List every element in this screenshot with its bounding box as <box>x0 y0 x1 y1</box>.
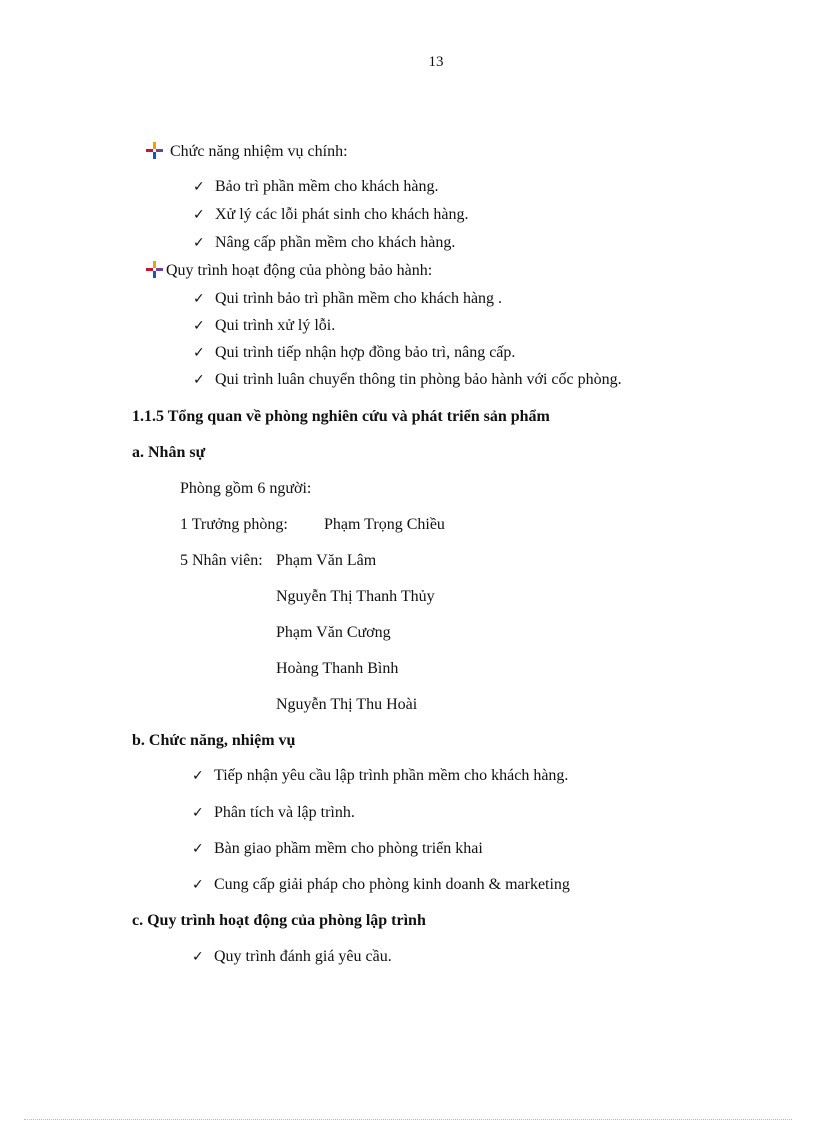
check-icon: ✓ <box>193 235 205 251</box>
four-arrow-bullet-icon <box>146 261 162 277</box>
list-item-text: Bàn giao phầm mềm cho phòng triển khai <box>214 840 483 857</box>
list-item-text: Qui trình bảo trì phần mềm cho khách hàng . <box>215 290 503 307</box>
section-heading-a: a. Nhân sự <box>132 444 206 461</box>
list-item <box>193 233 455 253</box>
functions-header-line <box>146 142 348 162</box>
page-number: 13 <box>428 54 444 70</box>
list-item <box>193 289 502 309</box>
check-icon: ✓ <box>192 877 204 893</box>
functions-header: Chức năng nhiệm vụ chính: <box>170 143 348 160</box>
list-item-text: Quy trình đánh giá yêu cầu. <box>214 948 392 965</box>
process-header-line <box>146 261 432 281</box>
process-header: Quy trình hoạt động của phòng bảo hành: <box>166 262 433 279</box>
list-item <box>193 343 515 363</box>
check-icon: ✓ <box>193 318 205 334</box>
list-item-text: Cung cấp giải pháp cho phòng kinh doanh & marketing <box>214 876 570 893</box>
list-item <box>193 370 622 390</box>
list-item-text: Qui trình tiếp nhận hợp đồng bảo trì, nâng cấp. <box>215 344 516 361</box>
list-item-text: Nâng cấp phần mềm cho khách hàng. <box>215 234 456 251</box>
list-item <box>192 947 392 967</box>
section-heading-115: 1.1.5 Tổng quan về phòng nghiên cứu và phát triển sản phẩm <box>132 408 550 425</box>
list-item <box>192 803 355 823</box>
page-bottom-rule <box>24 1119 792 1120</box>
check-icon: ✓ <box>192 805 204 821</box>
staff-name: Nguyễn Thị Thu Hoài <box>276 696 418 713</box>
check-icon: ✓ <box>193 372 205 388</box>
list-item-text: Qui trình xử lý lỗi. <box>215 317 336 334</box>
check-icon: ✓ <box>192 768 204 784</box>
staff-label: 5 Nhân viên: <box>180 552 263 569</box>
list-item-text: Phân tích và lập trình. <box>214 804 355 821</box>
check-icon: ✓ <box>192 841 204 857</box>
staff-name: Hoàng Thanh Bình <box>276 660 399 677</box>
list-item-text: Tiếp nhận yêu cầu lập trình phần mềm cho khách hàng. <box>214 767 569 784</box>
head-name: Phạm Trọng Chiều <box>324 516 445 533</box>
list-item-text: Bảo trì phần mềm cho khách hàng. <box>215 178 439 195</box>
staff-name: Phạm Văn Cương <box>276 624 391 641</box>
head-label: 1 Trưởng phòng: <box>180 516 288 533</box>
section-heading-c: c. Quy trình hoạt động của phòng lập trình <box>132 912 426 929</box>
list-item <box>193 177 439 197</box>
check-icon: ✓ <box>193 207 205 223</box>
list-item-text: Xử lý các lỗi phát sinh cho khách hàng. <box>215 206 469 223</box>
check-icon: ✓ <box>193 291 205 307</box>
four-arrow-bullet-icon <box>146 142 162 158</box>
check-icon: ✓ <box>193 179 205 195</box>
check-icon: ✓ <box>193 345 205 361</box>
list-item <box>192 839 483 859</box>
staff-name: Nguyễn Thị Thanh Thủy <box>276 588 435 605</box>
list-item <box>192 766 568 786</box>
staff-intro: Phòng gồm 6 người: <box>180 480 312 497</box>
section-heading-b: b. Chức năng, nhiệm vụ <box>132 732 296 749</box>
staff-name: Phạm Văn Lâm <box>276 552 377 569</box>
list-item-text: Qui trình luân chuyển thông tin phòng bảo hành với cốc phòng. <box>215 371 622 388</box>
check-icon: ✓ <box>192 949 204 965</box>
list-item <box>193 205 469 225</box>
list-item <box>192 875 570 895</box>
list-item <box>193 316 335 336</box>
